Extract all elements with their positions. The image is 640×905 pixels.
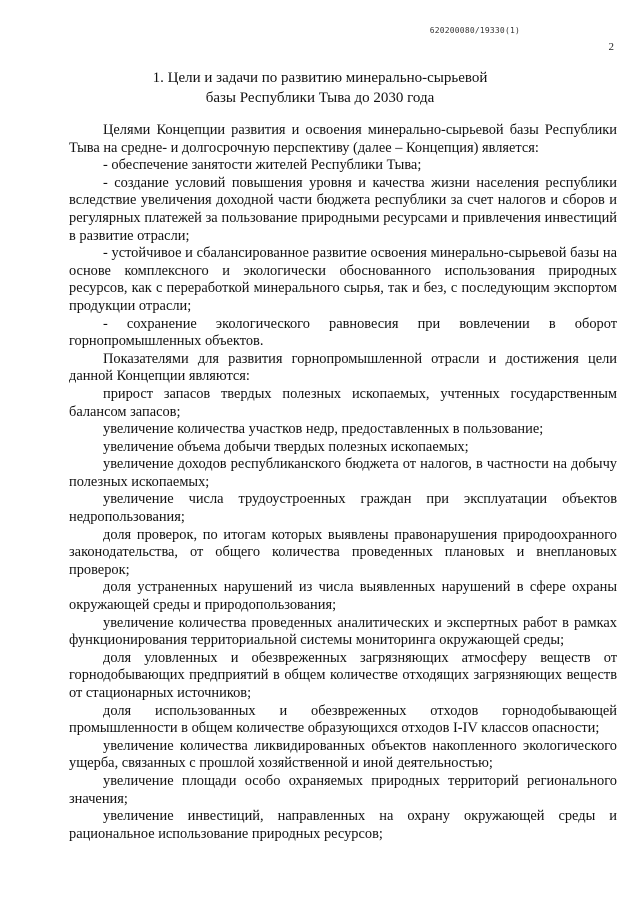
paragraph-indicator-monitoring: увеличение количества проведенных аналитических и экспертных работ в рамках функционирования территориальной системы мониторинга окружающей среды; [69, 614, 617, 649]
paragraph-indicator-employment: увеличение числа трудоустроенных граждан при эксплуатации объектов недропользования; [69, 491, 617, 526]
paragraph-indicator-waste: доля использованных и обезвреженных отходов горнодобывающей промышленности в общем количестве образующихся отходов I-IV классов опасности; [69, 702, 617, 737]
paragraph-indicator-budget-revenue: увеличение доходов республиканского бюджета от налогов, в частности на добычу полезных ископаемых; [69, 456, 617, 490]
paragraph-indicator-inspections: доля проверок, по итогам которых выявлены правонарушения природоохранного законодательства, от общего количества проведенных плановых и внеплановых проверок; [69, 526, 617, 578]
document-body [69, 122, 617, 843]
document-number: 620200080/19330(1) [429, 26, 520, 35]
paragraph-indicator-extraction-volume: увеличение объема добычи твердых полезных ископаемых; [103, 438, 469, 455]
paragraph-goal-sustainable-development: - устойчивое и сбалансированное развитие освоения минерально-сырьевой базы на основе комплексного и экологически обоснованного использования природных ресурсов, как с переработкой минерального сырья, так и без, с последующим экспортом продукции отрасли; [69, 245, 617, 314]
paragraph-goal-living-standards: - создание условий повышения уровня и качества жизни населения республики вследствие увеличения доходной части бюджета республики за счет налогов и сборов и регулярных платежей за пользование природными ресурсами и привлечения инвестиций в развитие отрасли; [69, 174, 617, 244]
paragraph-indicator-ecological-damage: увеличение количества ликвидированных объектов накопленного экологического ущерба, связанных с прошлой хозяйственной и иной деятельностью; [69, 737, 617, 772]
paragraph-goals-intro: Целями Концепции развития и освоения минерально-сырьевой базы Республики Тыва на средне- и долгосрочную перспективу (далее – Концепция) является: [69, 122, 617, 156]
paragraph-indicator-violations-fixed: доля устраненных нарушений из числа выявленных нарушений в сфере охраны окружающей среды и природопользования; [69, 579, 617, 614]
paragraph-indicator-air-pollutants: доля уловленных и обезвреженных загрязняющих атмосферу веществ от горнодобывающих предприятий в общем количестве отходящих загрязняющих веществ от стационарных источников; [69, 649, 617, 701]
paragraph-indicator-investments: увеличение инвестиций, направленных на охрану окружающей среды и рациональное использование природных ресурсов; [69, 808, 617, 842]
paragraph-indicator-protected-areas: увеличение площади особо охраняемых природных территорий регионального значения; [69, 772, 617, 807]
paragraph-goal-ecological-balance: - сохранение экологического равновесия при вовлечении в оборот горнопромышленных объектов. [69, 315, 617, 350]
paragraph-indicator-subsoil-plots: увеличение количества участков недр, предоставленных в пользование; [103, 421, 544, 438]
paragraph-goal-employment: - обеспечение занятости жителей Республики Тыва; [103, 157, 422, 174]
page-number: 2 [608, 41, 614, 53]
paragraph-indicator-reserves: прирост запасов твердых полезных ископаемых, учтенных государственным балансом запасов; [69, 385, 617, 420]
section-title-line-2: базы Республики Тыва до 2030 года [205, 90, 435, 106]
paragraph-indicators-intro: Показателями для развития горнопромышленной отрасли и достижения цели данной Концепции являются: [69, 350, 617, 385]
section-title-line-1: 1. Цели и задачи по развитию минерально-сырьевой [152, 70, 488, 86]
section-title [0, 68, 640, 108]
